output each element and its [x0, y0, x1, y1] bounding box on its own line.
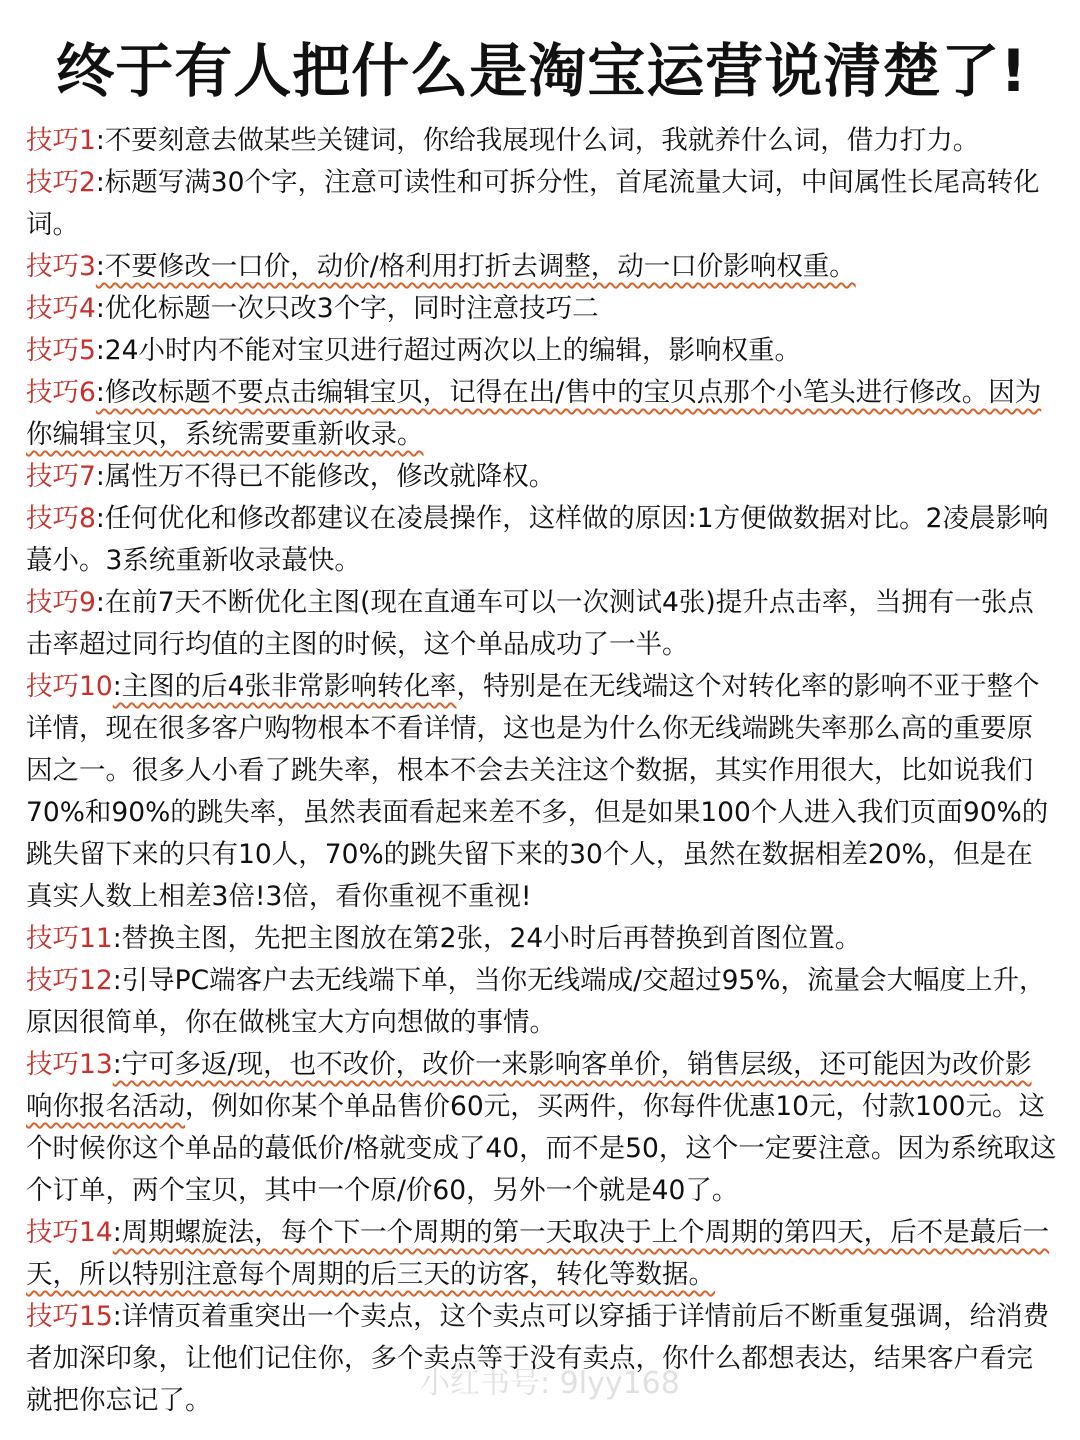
tip-item	[26, 1044, 1058, 1212]
tip-label: 技巧9	[26, 587, 96, 618]
tip-text: :优化标题一次只改3个字，同时注意技巧二	[95, 293, 599, 324]
tip-item	[26, 918, 1058, 960]
tip-item	[26, 498, 1058, 582]
tip-text: :详情页着重突出一个卖点，这个卖点可以穿插于详情前后不断重复强调，给消费者加深印象，让他们记住你，多个卖点等于没有卖点，你什么都想表达，结果客户看完就把你忘记了。	[26, 1301, 1050, 1416]
tip-label: 技巧8	[26, 503, 96, 534]
tip-text: :标题写满30个字，注意可读性和可拆分性，首尾流量大词，中间属性长尾高转化词。	[26, 167, 1040, 240]
watermark: 小红书号: 9lyy168	[420, 1366, 680, 1401]
tips-list	[26, 120, 1058, 1422]
tip-item	[26, 288, 1058, 330]
tip-label: 技巧15	[26, 1301, 113, 1332]
tip-label: 技巧6	[26, 377, 96, 408]
tip-label: 技巧14	[26, 1217, 113, 1248]
tip-text: :属性万不得已不能修改，修改就降权。	[95, 461, 556, 492]
tip-label: 技巧11	[26, 923, 113, 954]
tip-item	[26, 372, 1058, 456]
tip-item	[26, 1212, 1058, 1296]
tip-text: ，特别是在无线端这个对转化率的影响不亚于整个详情，现在很多客户购物根本不看详情，这也是为什么你无线端跳失率那么高的重要原因之一。很多人小看了跳失率，根本不会去关注这个数据，其实作用很大，比如说我们70%和90%的跳失率，虽然表面看起来差不多，但是如果100个人进入我们页面90%的跳失留下来的只有10人，70%的跳失留下来的30个人，虽然在数据相差20%，但是在真实人数上相差3倍!3倍，看你重视不重视!	[26, 671, 1049, 912]
tip-item	[26, 1296, 1058, 1422]
tip-item	[26, 162, 1058, 246]
tip-label: 技巧10	[26, 671, 113, 702]
tip-text-highlighted: :不要修改一口价，动价/格利用打折去调整，动一口价影响权重。	[95, 251, 856, 282]
page-title: 终于有人把什么是淘宝运营说清楚了!	[56, 37, 1028, 105]
tip-text: :引导PC端客户去无线端下单，当你无线端成/交超过95%，流量会大幅度上升，原因很简单，你在做桃宝大方向想做的事情。	[26, 965, 1046, 1038]
tip-text: :不要刻意去做某些关键词，你给我展现什么词，我就养什么词，借力打力。	[95, 125, 980, 156]
tip-item	[26, 960, 1058, 1044]
tip-text: :在前7天不断优化主图(现在直通车可以一次测试4张)提升点击率，当拥有一张点击率超过同行均值的主图的时候，这个单品成功了一半。	[26, 587, 1034, 660]
tip-item	[26, 120, 1058, 162]
tip-text-highlighted: :修改标题不要点击编辑宝贝，记得在出/售中的宝贝点那个小笔头进行修改。因为你编辑宝贝，系统需要重新收录。	[26, 377, 1042, 450]
tip-text: :替换主图，先把主图放在第2张，24小时后再替换到首图位置。	[112, 923, 862, 954]
tip-text-highlighted: :宁可多返/现，也不改价，改价一来影响客单价，销售层级，还可能因为改价影响你报名活动	[26, 1049, 1032, 1122]
tip-item	[26, 666, 1058, 918]
tip-item	[26, 246, 1058, 288]
tip-text: :任何优化和修改都建议在凌晨操作，这样做的原因:1方便做数据对比。2凌晨影响蕞小。3系统重新收录蕞快。	[26, 503, 1049, 576]
tip-text: ，例如你某个单品售价60元，买两件，你每件优惠10元，付款100元。这个时候你这个单品的蕞低价/格就变成了40，而不是50，这个一定要注意。因为系统取这个订单，两个宝贝，其中一个原/价60，另外一个就是40了。	[26, 1091, 1057, 1206]
tip-item	[26, 582, 1058, 666]
tip-label: 技巧7	[26, 461, 96, 492]
tip-text-highlighted: :主图的后4张非常影响转化率	[112, 671, 457, 702]
tip-text: :24小时内不能对宝贝进行超过两次以上的编辑，影响权重。	[95, 335, 802, 366]
tip-label: 技巧1	[26, 125, 96, 156]
tip-label: 技巧5	[26, 335, 96, 366]
tip-text-highlighted: :周期螺旋法，每个下一个周期的第一天取决于上个周期的第四天，后不是蕞后一天，所以特别注意每个周期的后三天的访客，转化等数据。	[26, 1217, 1050, 1290]
tip-label: 技巧2	[26, 167, 96, 198]
tip-label: 技巧12	[26, 965, 113, 996]
tip-label: 技巧4	[26, 293, 96, 324]
tip-item	[26, 456, 1058, 498]
tip-label: 技巧3	[26, 251, 96, 282]
tip-item	[26, 330, 1058, 372]
tip-label: 技巧13	[26, 1049, 113, 1080]
